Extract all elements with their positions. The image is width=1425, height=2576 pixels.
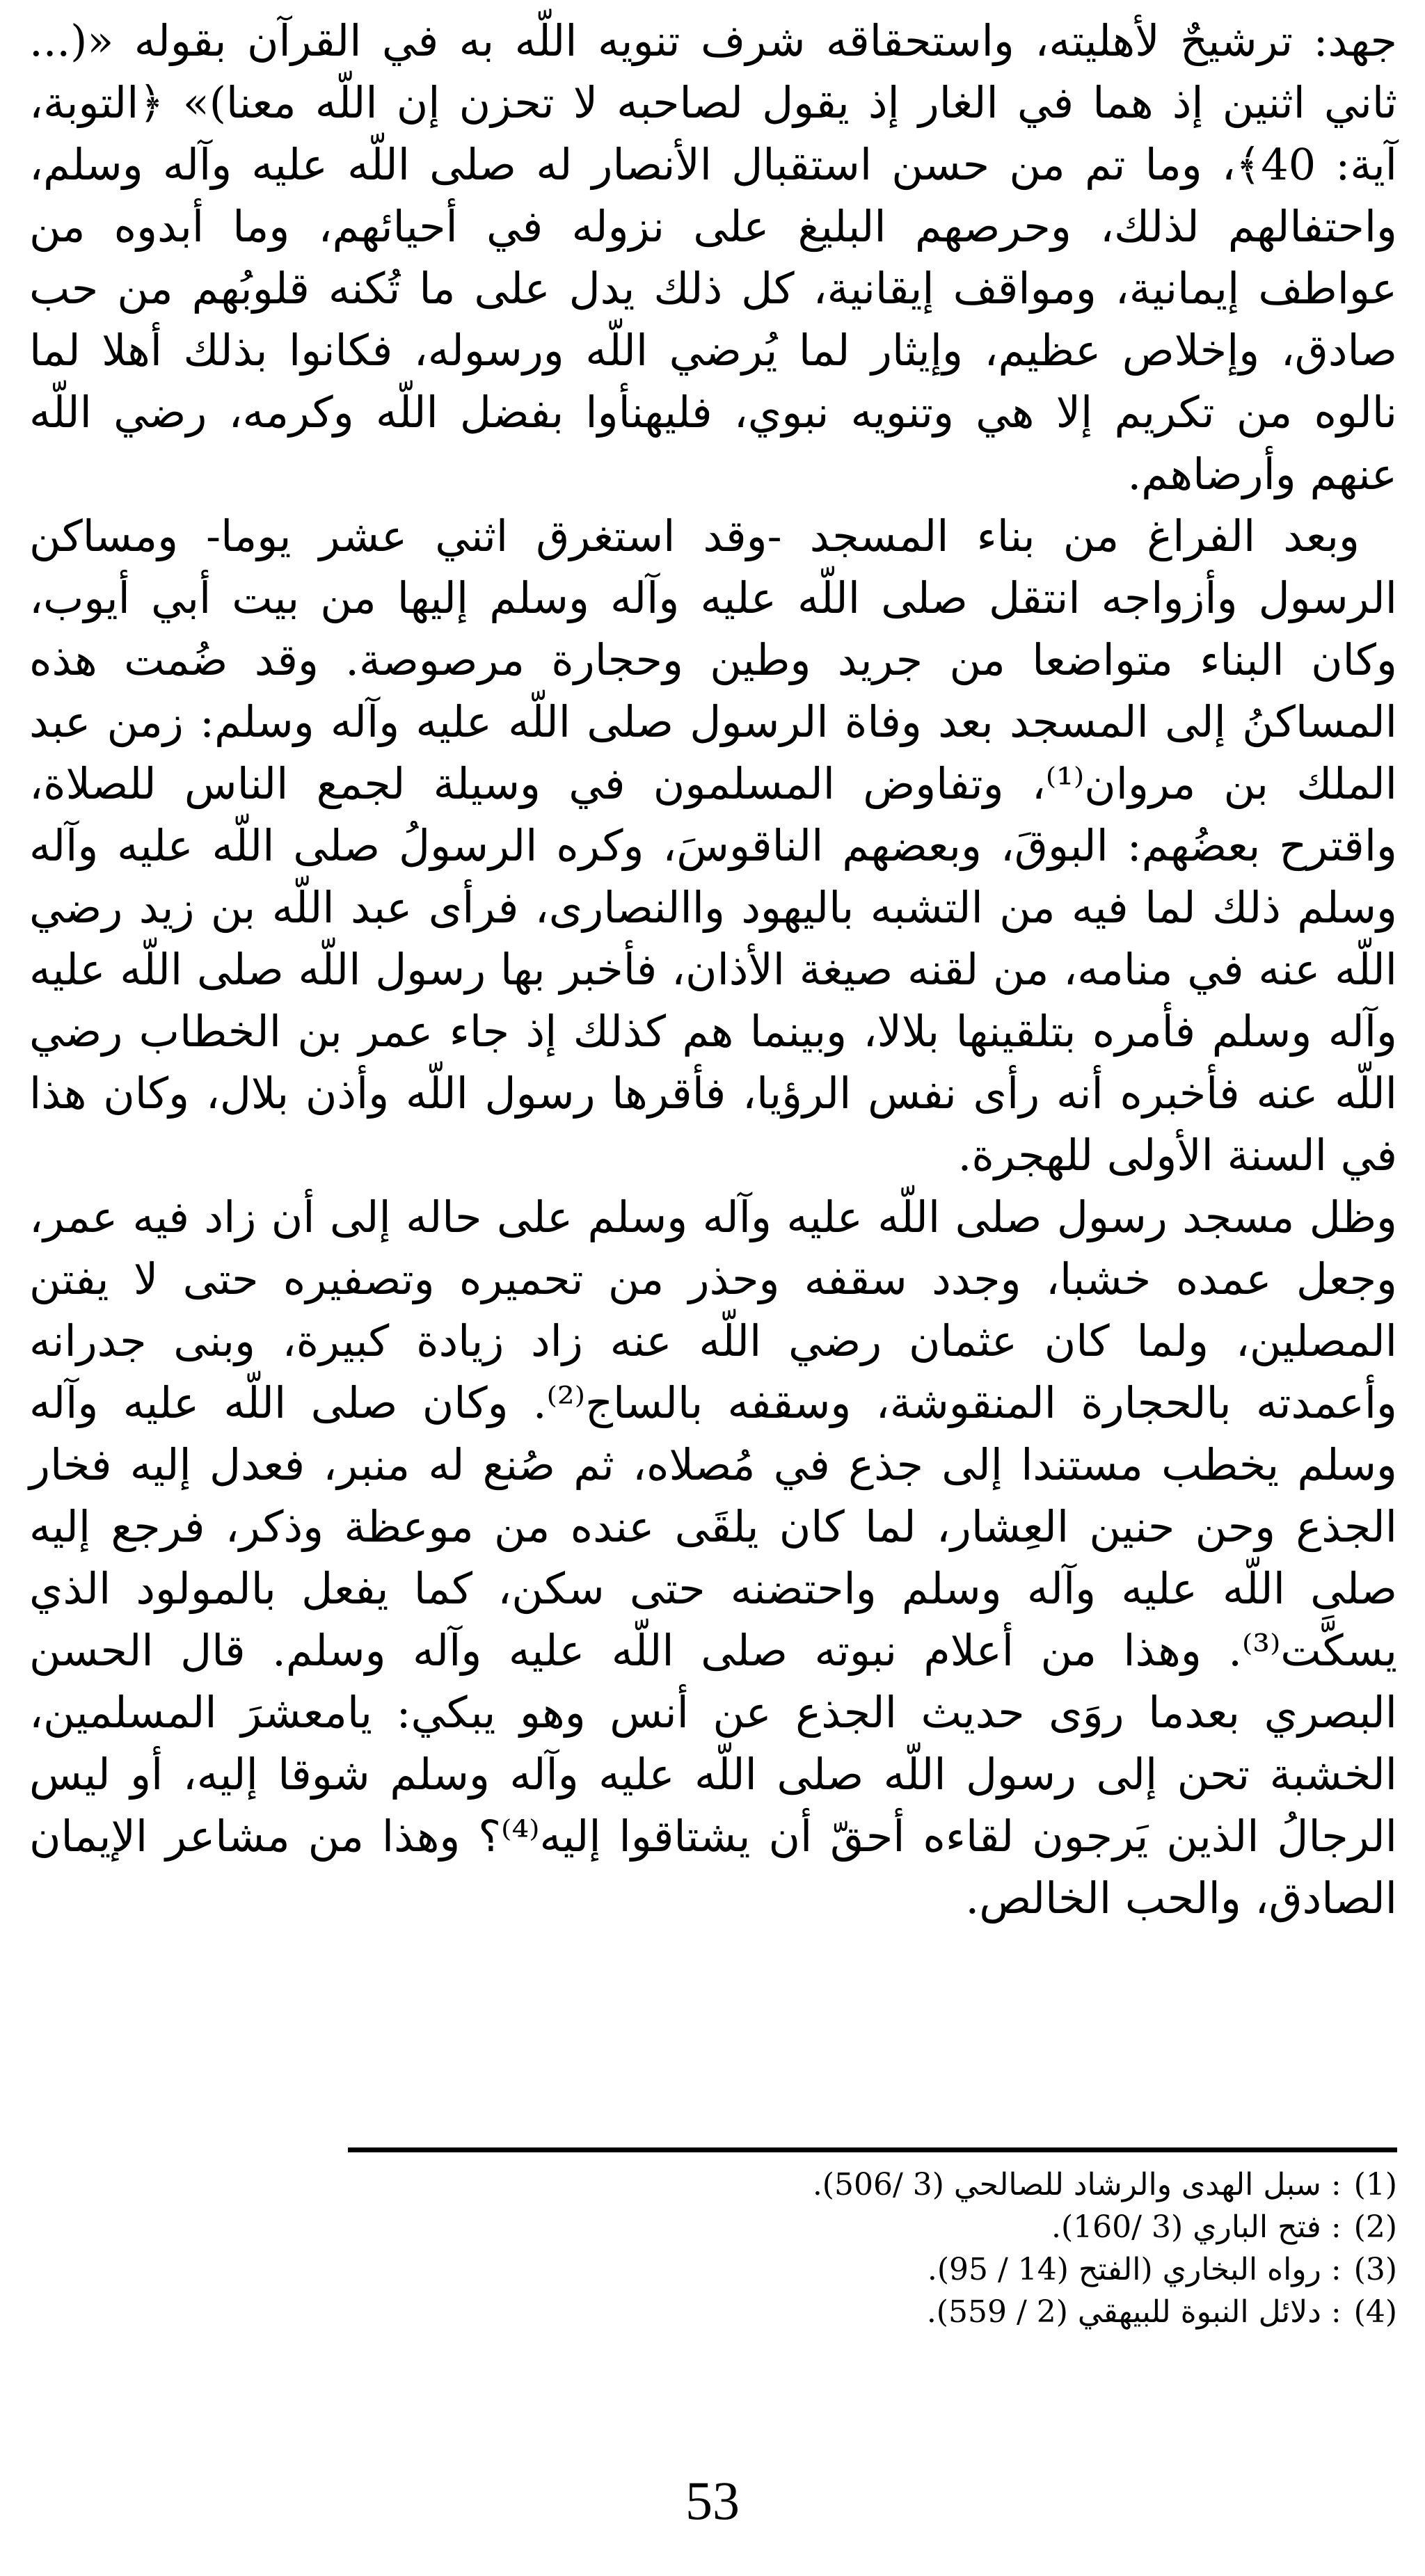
footnote-number: (2) [1353, 2209, 1397, 2245]
page-number: 53 [685, 2470, 740, 2531]
footnote-3 [75, 2248, 1397, 2291]
footnote-1 [75, 2163, 1397, 2206]
footnote-number: (3) [1353, 2252, 1397, 2287]
footnote-number: (1) [1353, 2167, 1397, 2202]
paragraph-2: وبعد الفراغ من بناء المسجد -وقد استغرق اثني عشر يوما- ومساكن الرسول وأزواجه انتقل صلى اللّه عليه وآله وسلم إليها من بيت أبي أيوب، وكان البناء متواضعا من جريد وطين وحجارة مرصوصة. وقد ضُمت هذه المساكنُ إلى المسجد بعد وفاة الرسول صلى اللّه عليه وآله وسلم: زمن عبد الملك بن مروان⁽¹⁾، وتفاوض المسلمون في وسيلة لجمع الناس للصلاة، واقترح بعضُهم: البوقَ، وبعضهم الناقوسَ، وكره الرسولُ صلى اللّه عليه وآله وسلم ذلك لما فيه من التشبه باليهود واالنصارى، فرأى عبد اللّه بن زيد رضي اللّه عنه في منامه، من لقنه صيغة الأذان، فأخبر بها رسول اللّه صلى اللّه عليه وآله وسلم فأمره بتلقينها بلالا، وبينما هم كذلك إذ جاء عمر بن الخطاب رضي اللّه عنه فأخبره أنه رأى نفس الرؤيا، فأقرها رسول اللّه وأذن بلال، وكان هذا في السنة الأولى للهجرة. [29, 511, 1397, 1181]
paragraph-1: جهد: ترشيحٌ لأهليته، واستحقاقه شرف تنويه اللّه به في القرآن بقوله «(... ثاني اثنين إذ هما في الغار إذ يقول لصاحبه لا تحزن إن اللّه معنا)» ﴿التوبة، آية: 40﴾، وما تم من حسن استقبال الأنصار له صلى اللّه عليه وآله وسلم، واحتفالهم لذلك، وحرصهم البليغ على نزوله في أحيائهم، وما أبدوه من عواطف إيمانية، ومواقف إيقانية، كل ذلك يدل على ما تُكنه قلوبُهم من حب صادق، وإخلاص عظيم، وإيثار لما يُرضي اللّه ورسوله، فكانوا بذلك أهلا لما نالوه من تكريم إلا هي وتنويه نبوي، فليهنأوا بفضل اللّه وكرمه، رضي اللّه عنهم وأرضاهم. [29, 15, 1397, 499]
footnote-text: : سبل الهدى والرشاد للصالحي (3 /506). [812, 2167, 1342, 2202]
footnote-separator [348, 2147, 1397, 2152]
paragraph-3: وظل مسجد رسول صلى اللّه عليه وآله وسلم على حاله إلى أن زاد فيه عمر، وجعل عمده خشبا، وجدد سقفه وحذر من تحميره وتصفيره حتى لا يفتن المصلين، ولما كان عثمان رضي اللّه عنه زاد زيادة كبيرة، وبنى جدرانه وأعمدته بالحجارة المنقوشة، وسقفه بالساج⁽²⁾. وكان صلى اللّه عليه وآله وسلم يخطب مستندا إلى جذع في مُصلاه، ثم صُنع له منبر، فعدل إليه فخار الجذع وحن حنين العِشار، لما كان يلقَى عنده من موعظة وذكر، فرجع إليه صلى اللّه عليه وآله وسلم واحتضنه حتى سكن، كما يفعل بالمولود الذي يسكَّت⁽³⁾. وهذا من أعلام نبوته صلى اللّه عليه وآله وسلم. قال الحسن البصري بعدما روَى حديث الجذع عن أنس وهو يبكي: يامعشرَ المسلمين، الخشبة تحن إلى رسول اللّه صلى اللّه عليه وآله وسلم شوقا إليه، أو ليس الرجالُ الذين يَرجون لقاءه أحقّ أن يشتاقوا إليه⁽⁴⁾؟ وهذا من مشاعر الإيمان الصادق، والحب الخالص. [29, 1192, 1398, 1923]
footnote-2 [75, 2206, 1397, 2248]
footnote-text: : دلائل النبوة للبيهقي (2 / 559). [926, 2294, 1342, 2330]
footnote-4 [75, 2291, 1397, 2333]
footnote-text: : رواه البخاري (الفتح (14 / 95). [927, 2252, 1342, 2287]
footnote-number: (4) [1353, 2294, 1397, 2330]
footnote-text: : فتح الباري (3 /160). [1051, 2209, 1342, 2245]
body-text [29, 10, 1397, 1929]
footnotes [75, 2163, 1397, 2333]
